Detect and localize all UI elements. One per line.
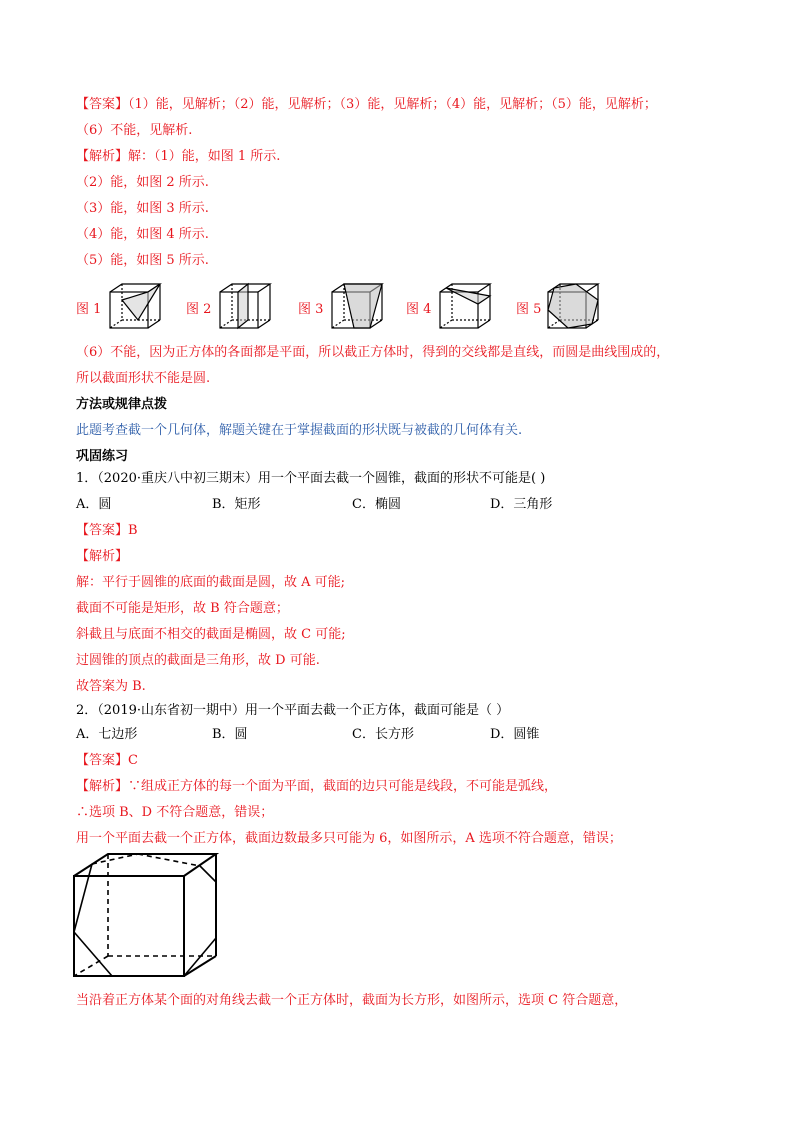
q1-analysis-line: 解：平行于圆锥的底面的截面是圆，故 A 可能;	[76, 575, 346, 590]
analysis-line-6a: （6）不能，因为正方体的各面都是平面，所以截正方体时，得到的交线都是直线，而圆是曲线围成的，	[76, 345, 670, 360]
analysis-line-2: （2）能，如图 2 所示.	[76, 175, 209, 190]
analysis-line-5: （5）能，如图 5 所示.	[76, 253, 209, 268]
q2-analysis-line: ∴选项 B、D 不符合题意，错误；	[76, 805, 274, 820]
q1-stem: 1．（2020·重庆八中初三期末）用一个平面去截一个圆锥，截面的形状不可能是( )	[76, 471, 546, 486]
q2-option-d: D．圆锥	[490, 727, 540, 742]
q1-analysis-line: 截面不可能是矩形，故 B 符合题意；	[76, 601, 289, 616]
q1-answer: 【答案】B	[76, 523, 138, 538]
analysis-line-1: 【解析】解：（1）能，如图 1 所示.	[76, 149, 281, 164]
answer-line-1: 【答案】（1）能，见解析；（2）能，见解析；（3）能，见解析；（4）能，见解析；（5）能，见解析；	[76, 97, 657, 112]
analysis-line-4: （4）能，如图 4 所示.	[76, 227, 209, 242]
cube-figure-3	[330, 282, 386, 330]
q2-analysis-line: 用一个平面去截一个正方体，截面边数最多只可能为 6，如图所示，A 选项不符合题意，错误；	[76, 831, 622, 846]
cube-figure-4	[438, 282, 494, 330]
q2-analysis-line: 【解析】∵组成正方体的每一个面为平面，截面的边只可能是线段，不可能是弧线，	[76, 779, 558, 794]
figure-label-1: 图 1	[76, 302, 102, 317]
q1-analysis-line: 故答案为 B.	[76, 679, 146, 694]
q1-option-d: D．三角形	[490, 497, 553, 512]
q1-analysis-label: 【解析】	[76, 549, 129, 564]
practice-heading: 巩固练习	[76, 449, 129, 464]
q2-answer: 【答案】C	[76, 753, 138, 768]
analysis-line-3: （3）能，如图 3 所示.	[76, 201, 209, 216]
analysis-line-6b: 所以截面形状不能是圆.	[76, 371, 211, 386]
q1-option-c: C．椭圆	[352, 497, 401, 512]
figure-label-3: 图 3	[298, 302, 324, 317]
q2-option-a: A．七边形	[76, 727, 138, 742]
answer-line-2: （6）不能，见解析.	[76, 123, 193, 138]
q2-stem: 2．（2019·山东省初一期中）用一个平面去截一个正方体，截面可能是（ ）	[76, 703, 510, 718]
method-heading: 方法或规律点拨	[76, 397, 168, 412]
q1-analysis-line: 过圆锥的顶点的截面是三角形，故 D 可能.	[76, 653, 320, 668]
hexagon-section-cube-figure	[72, 852, 222, 980]
q1-option-a: A．圆	[76, 497, 112, 512]
q2-analysis-line: 当沿着正方体某个面的对角线去截一个正方体时，截面为长方形，如图所示，选项 C 符合题意，	[76, 993, 628, 1008]
method-text: 此题考查截一个几何体，解题关键在于掌握截面的形状既与被截的几何体有关.	[76, 423, 523, 438]
q1-analysis-line: 斜截且与底面不相交的截面是椭圆，故 C 可能;	[76, 627, 346, 642]
cube-figure-1	[108, 282, 164, 330]
figure-label-2: 图 2	[186, 302, 212, 317]
q1-option-b: B．矩形	[212, 497, 261, 512]
figure-label-4: 图 4	[406, 302, 432, 317]
q2-option-c: C．长方形	[352, 727, 414, 742]
cube-figure-2	[218, 282, 274, 330]
cube-figure-5	[546, 282, 602, 330]
figure-label-5: 图 5	[516, 302, 542, 317]
q2-option-b: B．圆	[212, 727, 248, 742]
